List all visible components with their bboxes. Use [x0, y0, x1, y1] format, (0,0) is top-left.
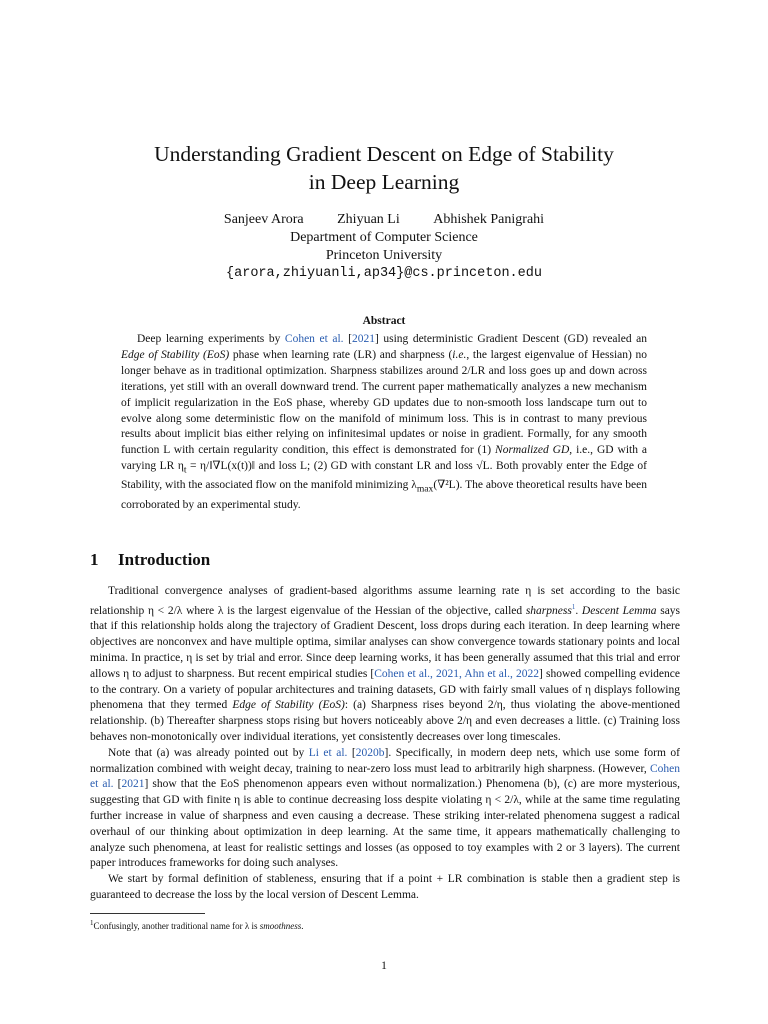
footnote-term: smoothness: [259, 921, 302, 931]
citation-year-link[interactable]: 2021: [121, 778, 145, 791]
section-number: 1: [90, 550, 99, 569]
footnote-text: Confusingly, another traditional name for λ is: [93, 921, 258, 931]
text-fragment: show that the EoS phenomenon appears even without normalization.) Phenomena (b), (c) are more mysterious, suggesting that GD with finite η is able to continue decreasing loss despite violating η < 2/λ, while at the same time regulating further increase in value of sharpness and even causing a decrease. These striking inter-related phenomena suggest a radical overhaul of our thinking about optimization in deep learning. At the same time, it appears mathematically challenging to analyze such phenomena, at least for realistic settings and losses (as opposed to toy examples with 2 or 3 layers). The current paper introduces frameworks for doing such analyses.: [90, 778, 680, 870]
footnote: [90, 919, 304, 931]
abstract-fragment: using deterministic Gradient Descent (GD) revealed an: [383, 333, 648, 345]
author-name: Abhishek Panigrahi: [433, 212, 545, 227]
text-fragment: says that if this relationship holds along the trajectory of Gradient Descent, loss drops during each iteration. In deep learning where objectives are nonconvex and have multiple optima, similar analyses can show convergence towards stationary points and local minima. In practice, η is set by trial and error. Since deep learning works, it has been generally assumed that this trial and error allows η to adjust to sharpness. But recent empirical studies [: [90, 604, 681, 680]
footnote-mark: 1: [90, 919, 94, 927]
text-fragment: . Specifically, in modern deep nets, which use some form of normalization combined with weight decay, training to near-zero loss must lead to arbitrarily high sharpness. (However,: [90, 746, 680, 775]
page-number: 1: [381, 960, 387, 972]
abstract-text: Deep learning experiments by Cohen et al. [2021] using deterministic Gradient Descent (GD) revealed an Edge of Stability (EoS) phase when learning rate (LR) and sharpness (i.e., the largest eigenvalue of Hessian) no longer behave as in traditional optimization. Sharpness stabilizes around 2/LR and loss goes up and down across iterations, yet still with an overall downward trend. The current paper mathematically analyzes a new mechanism of implicit regularization in the EoS phase, whereby GD updates due to non-smooth loss landscape turn out to evolve along some deterministic flow on the manifold of minimum loss. This is in contrast to many previous results about implicit bias either relying on infinitesimal updates or noise in gradient. Formally, for any smooth function L with certain regularity condition, this effect is demonstrated for (1) Normalized GD, i.e., GD with a varying LR $\eta_t$ = η/‖∇L(x(t))‖ and loss L; (2) GD with constant LR and loss √L. Both provably enter the Edge of Stability, with the associated flow on the manifold minimizing $\lambda_{max}(\nabla^2L)$. The above theoretical results have been corroborated by an experimental study.: [121, 333, 648, 511]
citation-link[interactable]: Cohen et al., 2021, Ahn et al., 2022: [374, 667, 539, 680]
title-line-2: in Deep Learning: [308, 170, 460, 194]
abstract-fragment: phase when learning rate (LR) and sharpness (: [232, 348, 453, 361]
abstract-heading: Abstract: [362, 315, 406, 327]
text-fragment: Traditional convergence analyses of gradient-based algorithms assume learning rate η is set according to the basic relationship η < 2/λ where λ is the largest eigenvalue of the Hessian of the objective, called: [90, 585, 680, 617]
text-fragment: .: [575, 604, 579, 617]
text-fragment: Note that (a) was already pointed out by: [108, 746, 305, 759]
affiliation-univ: Princeton University: [325, 248, 443, 263]
abstract-fragment: = η/‖∇L(x(t))‖ and loss L; (2) GD with constant LR and loss √L. Both provably enter the Edge of Stability, with the associated flow on the manifold minimizing λ: [121, 460, 648, 492]
footnote-text: .: [301, 921, 304, 931]
abstract-fragment: , the largest eigenvalue of Hessian) no longer behave as in traditional optimization. Sharpness stabilizes around 2/LR and loss goes up and down across iterations, yet still with an overall downward trend. The current paper mathematically analyzes a new mechanism of implicit regularization in the EoS phase, whereby GD updates due to non-smooth loss landscape turn out to evolve along some deterministic flow on the manifold of minimum loss. This is in contrast to many previous results about implicit bias either relying on infinitesimal updates or noise in gradient. Formally, for any smooth function L with certain regularity condition, this effect is demonstrated for (1): [121, 348, 648, 457]
footnote-link[interactable]: 1: [571, 602, 576, 611]
section-heading: [90, 550, 210, 570]
intro-paragraph: We start by formal definition of stableness, ensuring that if a point + LR combination is stable then a gradient step is guaranteed to decrease the loss by the local version of Descent Lemma.: [90, 873, 680, 901]
abstract-fragment: Deep learning experiments by: [137, 333, 281, 345]
author-name: Sanjeev Arora: [223, 212, 304, 227]
footnote-rule: [90, 913, 205, 914]
citation-link[interactable]: Cohen et al.: [284, 333, 344, 345]
citation-link[interactable]: Li et al.: [308, 746, 348, 759]
section-title: Introduction: [118, 550, 211, 569]
citation-year-link[interactable]: 2020b: [355, 746, 385, 759]
author-name: Zhiyuan Li: [337, 212, 400, 227]
paper-title: [0, 140, 768, 196]
term: sharpness: [525, 604, 572, 617]
citation-link[interactable]: Cohen et al.: [90, 762, 680, 791]
author-names: [0, 211, 768, 229]
citation-year-link[interactable]: 2021: [351, 333, 375, 345]
abstract-term: Normalized GD: [495, 444, 570, 457]
intro-paragraph: Note that (a) was already pointed out by Li et al. [2020b]. Specifically, in modern deep nets, which use some form of normalization combined with weight decay, training to near-zero loss must lead to arbitrarily high sharpness. (However, Cohen et al. [2021] show that the EoS phenomenon appears even without normalization.) Phenomena (b), (c) are more mysterious, suggesting that GD with finite η is able to continue decreasing loss despite violating η < 2/λ, while at the same time regulating further increase in value of sharpness and even causing a decrease. These striking inter-related phenomena suggest a radical overhaul of our thinking about optimization in deep learning. At the same time, it appears mathematically challenging to analyze such phenomena, at least for realistic settings and losses (as opposed to toy examples with 2 or 3 layers). The current paper introduces frameworks for doing such analyses.: [90, 746, 680, 870]
intro-body: [90, 584, 680, 904]
text-fragment: ] showed compelling evidence to the contrary. On a variety of popular architectures and training datasets, GD with fairly small values of η displays following phenomena that they termed: [90, 667, 680, 712]
abstract-term: i.e.: [452, 348, 467, 361]
author-block: [0, 211, 768, 283]
text-fragment: : (a) Sharpness rises beyond 2/η, thus violating the above-mentioned relationship. (b) Thereafter sharpness stops rising but hovers noticeably above 2/η and even decreases a little. (c) Training loss behaves non-monotonically over individual iterations, yet consistently decreases over long timescales.: [90, 699, 681, 743]
affiliation-dept: Department of Computer Science: [290, 230, 478, 245]
abstract-fragment: , i.e., GD with a varying LR η: [121, 444, 648, 473]
author-emails: {arora,zhiyuanli,ap34}@cs.princeton.edu: [226, 266, 542, 281]
title-line-1: Understanding Gradient Descent on Edge of Stability: [154, 142, 614, 166]
term: Descent Lemma: [581, 604, 657, 617]
abstract-fragment: (∇²L). The above theoretical results have been corroborated by an experimental study.: [121, 479, 647, 511]
abstract-term: Edge of Stability (EoS): [121, 348, 230, 361]
intro-paragraph: [90, 584, 680, 746]
term: Edge of Stability (EoS): [232, 699, 345, 712]
